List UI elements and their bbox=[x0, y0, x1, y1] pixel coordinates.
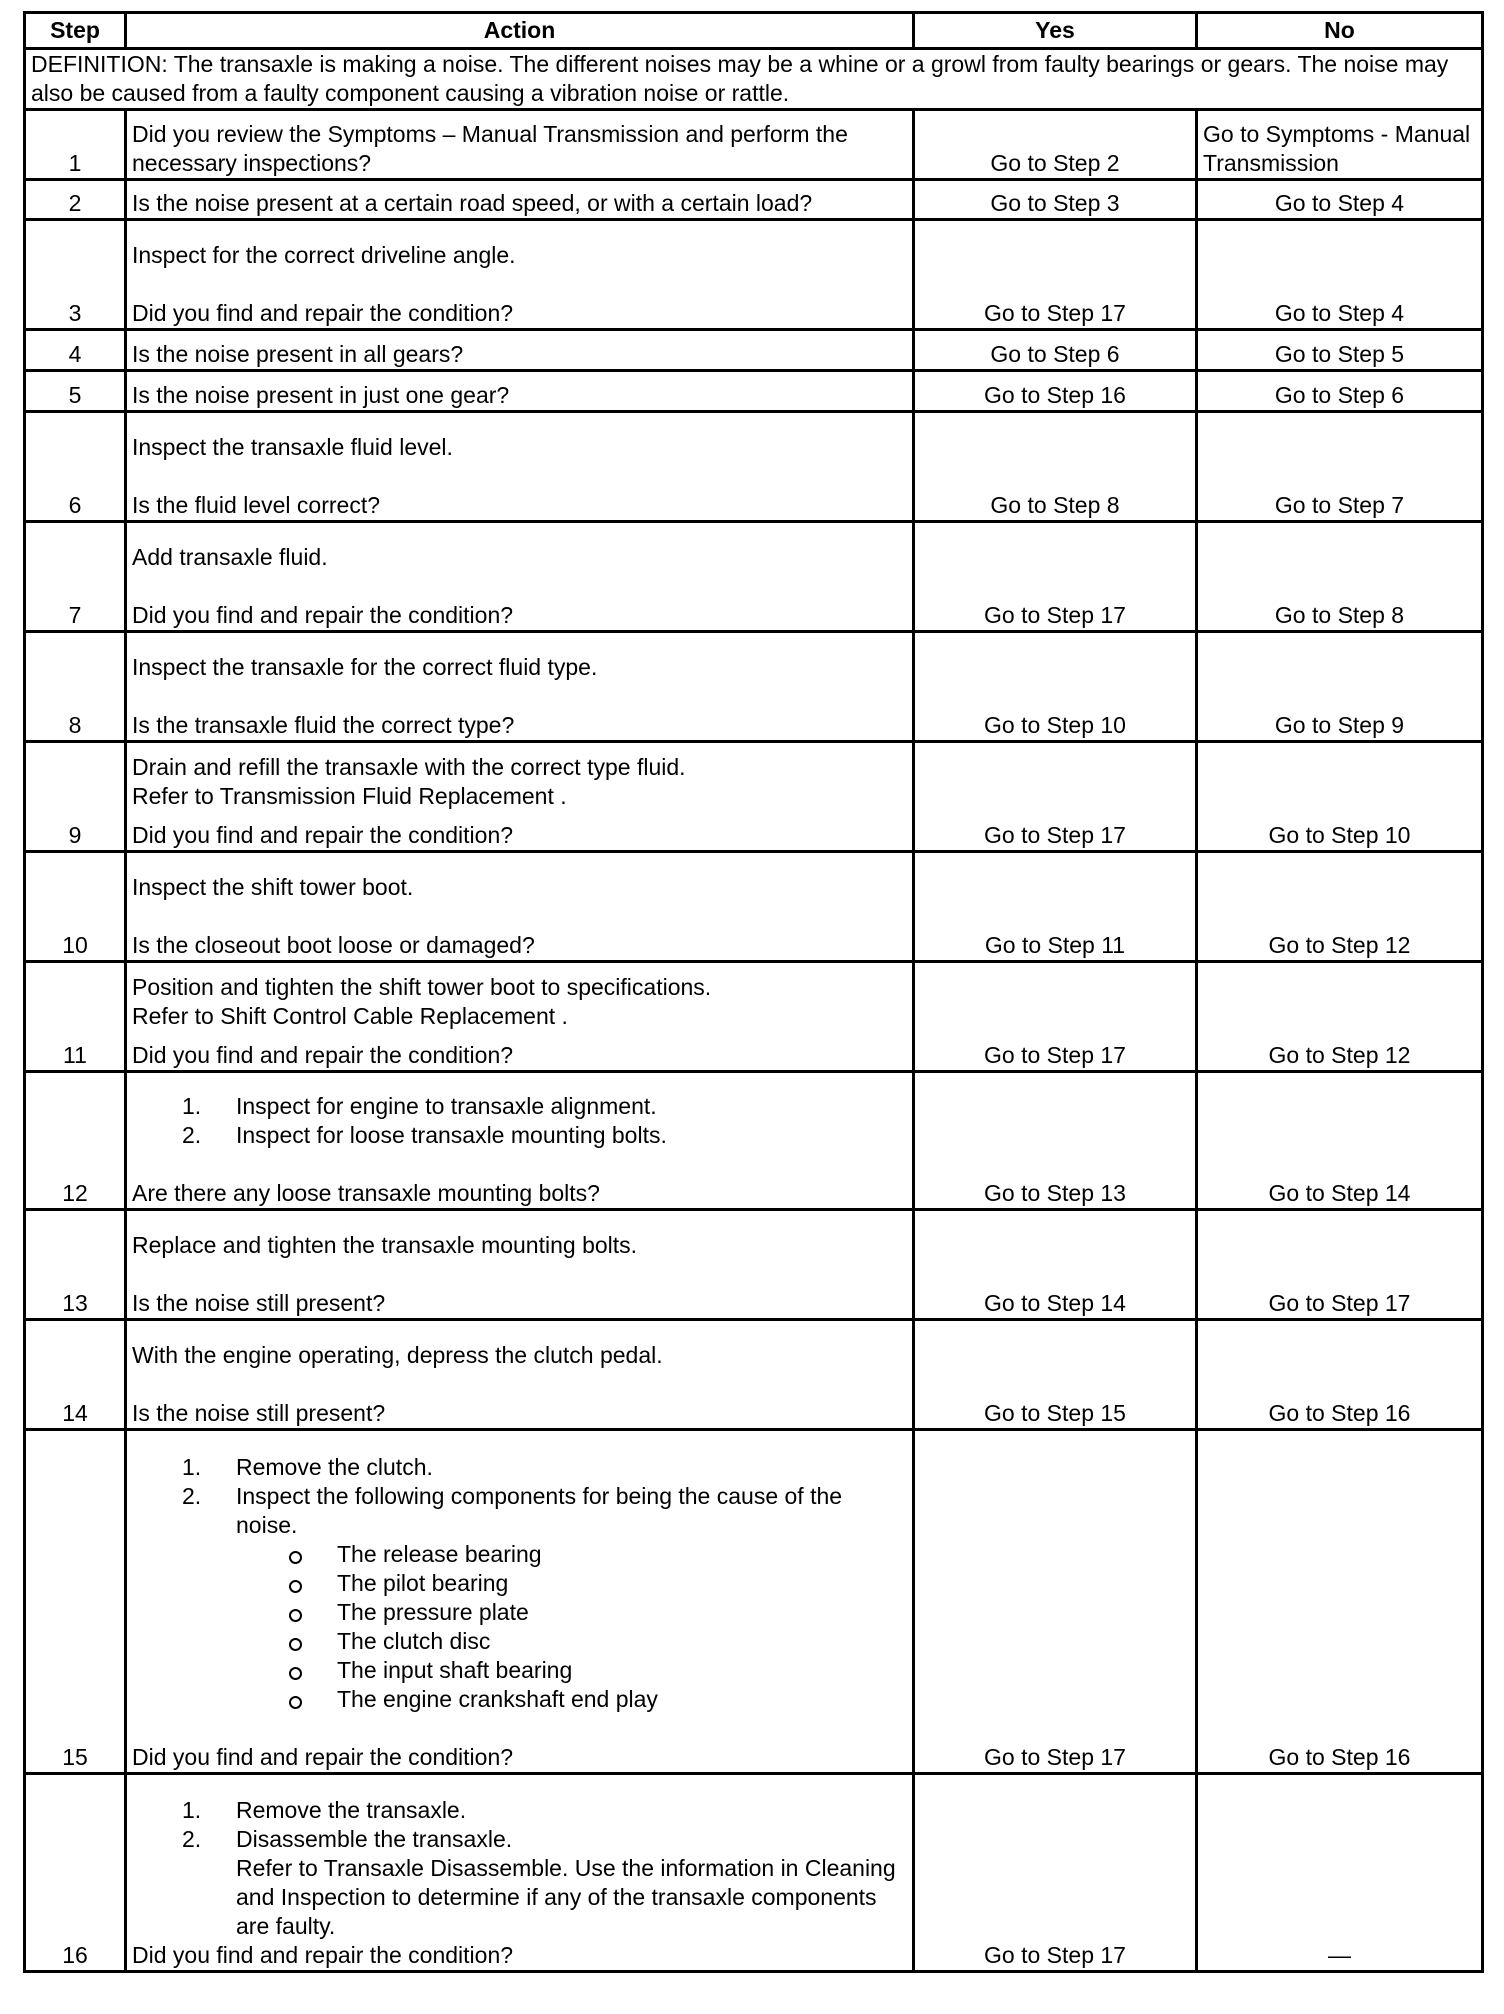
question-text: Is the noise present at a certain road speed, or with a certain load? bbox=[132, 190, 813, 216]
action-text: Inspect the transaxle fluid level. bbox=[132, 434, 453, 460]
table-row bbox=[25, 1210, 1483, 1320]
action-cell bbox=[126, 1430, 914, 1774]
question-text: Is the noise still present? bbox=[132, 1400, 386, 1426]
question-text: Are there any loose transaxle mounting bolts? bbox=[132, 1180, 600, 1206]
table-row bbox=[25, 371, 1483, 412]
question-text: Did you find and repair the condition? bbox=[132, 300, 514, 326]
yes-cell: Go to Step 15 bbox=[914, 1320, 1197, 1430]
component-item: The clutch disc bbox=[132, 1627, 907, 1656]
question-text: Is the noise still present? bbox=[132, 1290, 386, 1316]
action-text: Position and tighten the shift tower boot to specifications. bbox=[132, 974, 712, 1000]
list-item bbox=[132, 1092, 907, 1121]
yes-cell: Go to Step 3 bbox=[914, 180, 1197, 220]
yes-cell: Go to Step 14 bbox=[914, 1210, 1197, 1320]
table-row bbox=[25, 632, 1483, 742]
action-cell bbox=[126, 180, 914, 220]
yes-cell: Go to Step 17 bbox=[914, 962, 1197, 1072]
spacer bbox=[132, 811, 907, 821]
action-cell bbox=[126, 962, 914, 1072]
action-text: Inspect the transaxle for the correct fluid type. bbox=[132, 654, 598, 680]
table-row bbox=[25, 330, 1483, 371]
component-item: The release bearing bbox=[132, 1540, 907, 1569]
list-item bbox=[132, 1825, 907, 1854]
action-cell bbox=[126, 371, 914, 412]
reference-text: Refer to Shift Control Cable Replacement . bbox=[132, 1003, 568, 1029]
question-text: Is the transaxle fluid the correct type? bbox=[132, 712, 515, 738]
step-number: 9 bbox=[25, 742, 126, 852]
action-cell bbox=[126, 412, 914, 522]
action-text: With the engine operating, depress the clutch pedal. bbox=[132, 1342, 663, 1368]
action-text: Inspect for the correct driveline angle. bbox=[132, 242, 516, 268]
step-number: 10 bbox=[25, 852, 126, 962]
question-text: Did you find and repair the condition? bbox=[132, 1042, 514, 1068]
question-text: Is the closeout boot loose or damaged? bbox=[132, 932, 535, 958]
yes-cell: Go to Step 17 bbox=[914, 1774, 1197, 1972]
header-yes: Yes bbox=[914, 13, 1197, 49]
header-action: Action bbox=[126, 13, 914, 49]
yes-cell: Go to Step 11 bbox=[914, 852, 1197, 962]
no-cell: Go to Step 17 bbox=[1197, 1210, 1483, 1320]
numbered-list bbox=[132, 1092, 907, 1150]
no-cell: Go to Step 12 bbox=[1197, 852, 1483, 962]
list-text: Remove the transaxle. bbox=[236, 1797, 467, 1823]
question-text: Did you find and repair the condition? bbox=[132, 1942, 514, 1968]
no-cell: Go to Step 4 bbox=[1197, 180, 1483, 220]
list-text: Inspect for loose transaxle mounting bolts. bbox=[236, 1122, 667, 1148]
spacer bbox=[132, 1370, 907, 1399]
diagnostic-table bbox=[23, 11, 1484, 1973]
list-number: 2. bbox=[182, 1826, 202, 1852]
table-row bbox=[25, 180, 1483, 220]
component-list bbox=[132, 1540, 907, 1714]
yes-cell: Go to Step 17 bbox=[914, 220, 1197, 330]
step-number: 14 bbox=[25, 1320, 126, 1430]
action-cell bbox=[126, 1210, 914, 1320]
yes-cell: Go to Step 13 bbox=[914, 1072, 1197, 1210]
numbered-list bbox=[132, 1796, 907, 1854]
action-cell bbox=[126, 1320, 914, 1430]
question-text: Is the noise present in just one gear? bbox=[132, 382, 510, 408]
action-cell bbox=[126, 110, 914, 180]
definition-text: DEFINITION: The transaxle is making a noise. The different noises may be a whine or a growl from faulty bearings or gears. The noise may also be caused from a faulty component causing a vibration noise or rattle. bbox=[25, 49, 1483, 110]
table-row bbox=[25, 110, 1483, 180]
action-cell bbox=[126, 742, 914, 852]
step-number: 12 bbox=[25, 1072, 126, 1210]
no-cell: Go to Step 5 bbox=[1197, 330, 1483, 371]
component-item: The engine crankshaft end play bbox=[132, 1685, 907, 1714]
step-number: 11 bbox=[25, 962, 126, 1072]
step-number: 13 bbox=[25, 1210, 126, 1320]
step-number: 2 bbox=[25, 180, 126, 220]
no-cell: Go to Step 7 bbox=[1197, 412, 1483, 522]
step-number: 6 bbox=[25, 412, 126, 522]
step-number: 3 bbox=[25, 220, 126, 330]
header-no: No bbox=[1197, 13, 1483, 49]
definition-row bbox=[25, 49, 1483, 110]
list-number: 2. bbox=[182, 1483, 202, 1509]
no-cell: Go to Step 16 bbox=[1197, 1320, 1483, 1430]
header-row bbox=[25, 13, 1483, 49]
table-row bbox=[25, 742, 1483, 852]
yes-cell: Go to Step 17 bbox=[914, 742, 1197, 852]
table-row bbox=[25, 1320, 1483, 1430]
step-number: 15 bbox=[25, 1430, 126, 1774]
yes-cell: Go to Step 16 bbox=[914, 371, 1197, 412]
table-row bbox=[25, 220, 1483, 330]
no-cell: Go to Step 9 bbox=[1197, 632, 1483, 742]
step-number: 1 bbox=[25, 110, 126, 180]
table-row bbox=[25, 1774, 1483, 1972]
list-number: 2. bbox=[182, 1122, 202, 1148]
spacer bbox=[132, 462, 907, 491]
table-row bbox=[25, 962, 1483, 1072]
step-number: 8 bbox=[25, 632, 126, 742]
question-text: Did you review the Symptoms – Manual Transmission and perform the necessary inspections? bbox=[132, 121, 848, 176]
list-number: 1. bbox=[182, 1454, 202, 1480]
spacer bbox=[132, 1150, 907, 1179]
list-item bbox=[132, 1121, 907, 1150]
spacer bbox=[132, 572, 907, 601]
no-cell: Go to Step 10 bbox=[1197, 742, 1483, 852]
question-text: Did you find and repair the condition? bbox=[132, 602, 514, 628]
step-number: 5 bbox=[25, 371, 126, 412]
action-text: Drain and refill the transaxle with the correct type fluid. bbox=[132, 754, 686, 780]
component-item: The pressure plate bbox=[132, 1598, 907, 1627]
action-cell bbox=[126, 522, 914, 632]
question-text: Is the fluid level correct? bbox=[132, 492, 381, 518]
action-cell bbox=[126, 330, 914, 371]
spacer bbox=[132, 1031, 907, 1041]
action-text: Replace and tighten the transaxle mounting bolts. bbox=[132, 1232, 638, 1258]
table-row bbox=[25, 1072, 1483, 1210]
yes-cell: Go to Step 2 bbox=[914, 110, 1197, 180]
question-text: Did you find and repair the condition? bbox=[132, 1744, 514, 1770]
list-text: Inspect for engine to transaxle alignment. bbox=[236, 1093, 657, 1119]
spacer bbox=[132, 682, 907, 711]
yes-cell: Go to Step 17 bbox=[914, 522, 1197, 632]
no-cell: Go to Step 6 bbox=[1197, 371, 1483, 412]
step-number: 4 bbox=[25, 330, 126, 371]
question-text: Is the noise present in all gears? bbox=[132, 341, 464, 367]
no-cell: — bbox=[1197, 1774, 1483, 1972]
list-item bbox=[132, 1796, 907, 1825]
action-cell bbox=[126, 1774, 914, 1972]
table-row bbox=[25, 1430, 1483, 1774]
action-text: Inspect the shift tower boot. bbox=[132, 874, 414, 900]
list-text: Remove the clutch. bbox=[236, 1454, 433, 1480]
spacer bbox=[132, 902, 907, 931]
no-cell: Go to Step 16 bbox=[1197, 1430, 1483, 1774]
numbered-list bbox=[132, 1453, 907, 1540]
list-text: Disassemble the transaxle. bbox=[236, 1826, 513, 1852]
yes-cell: Go to Step 10 bbox=[914, 632, 1197, 742]
spacer bbox=[132, 270, 907, 299]
yes-cell: Go to Step 6 bbox=[914, 330, 1197, 371]
list-item bbox=[132, 1482, 907, 1540]
no-cell: Go to Step 12 bbox=[1197, 962, 1483, 1072]
question-text: Did you find and repair the condition? bbox=[132, 822, 514, 848]
table-row bbox=[25, 412, 1483, 522]
action-cell bbox=[126, 220, 914, 330]
list-number: 1. bbox=[182, 1797, 202, 1823]
action-cell bbox=[126, 632, 914, 742]
spacer bbox=[132, 1260, 907, 1289]
spacer bbox=[132, 1714, 907, 1743]
action-cell bbox=[126, 852, 914, 962]
list-number: 1. bbox=[182, 1093, 202, 1119]
component-item: The input shaft bearing bbox=[132, 1656, 907, 1685]
list-text: Inspect the following components for being the cause of the noise. bbox=[236, 1483, 843, 1538]
list-item bbox=[132, 1453, 907, 1482]
step-number: 7 bbox=[25, 522, 126, 632]
table-row bbox=[25, 522, 1483, 632]
yes-cell: Go to Step 17 bbox=[914, 1430, 1197, 1774]
step-number: 16 bbox=[25, 1774, 126, 1972]
no-cell: Go to Step 14 bbox=[1197, 1072, 1483, 1210]
action-text: Add transaxle fluid. bbox=[132, 544, 328, 570]
component-item: The pilot bearing bbox=[132, 1569, 907, 1598]
no-cell: Go to Step 8 bbox=[1197, 522, 1483, 632]
no-cell: Go to Symptoms - Manual Transmission bbox=[1197, 110, 1483, 180]
reference-note: Refer to Transaxle Disassemble. Use the information in Cleaning and Inspection to determine if any of the transaxle components are faulty. bbox=[236, 1855, 896, 1939]
action-cell bbox=[126, 1072, 914, 1210]
reference-text: Refer to Transmission Fluid Replacement . bbox=[132, 783, 567, 809]
header-step: Step bbox=[25, 13, 126, 49]
table-row bbox=[25, 852, 1483, 962]
no-cell: Go to Step 4 bbox=[1197, 220, 1483, 330]
yes-cell: Go to Step 8 bbox=[914, 412, 1197, 522]
